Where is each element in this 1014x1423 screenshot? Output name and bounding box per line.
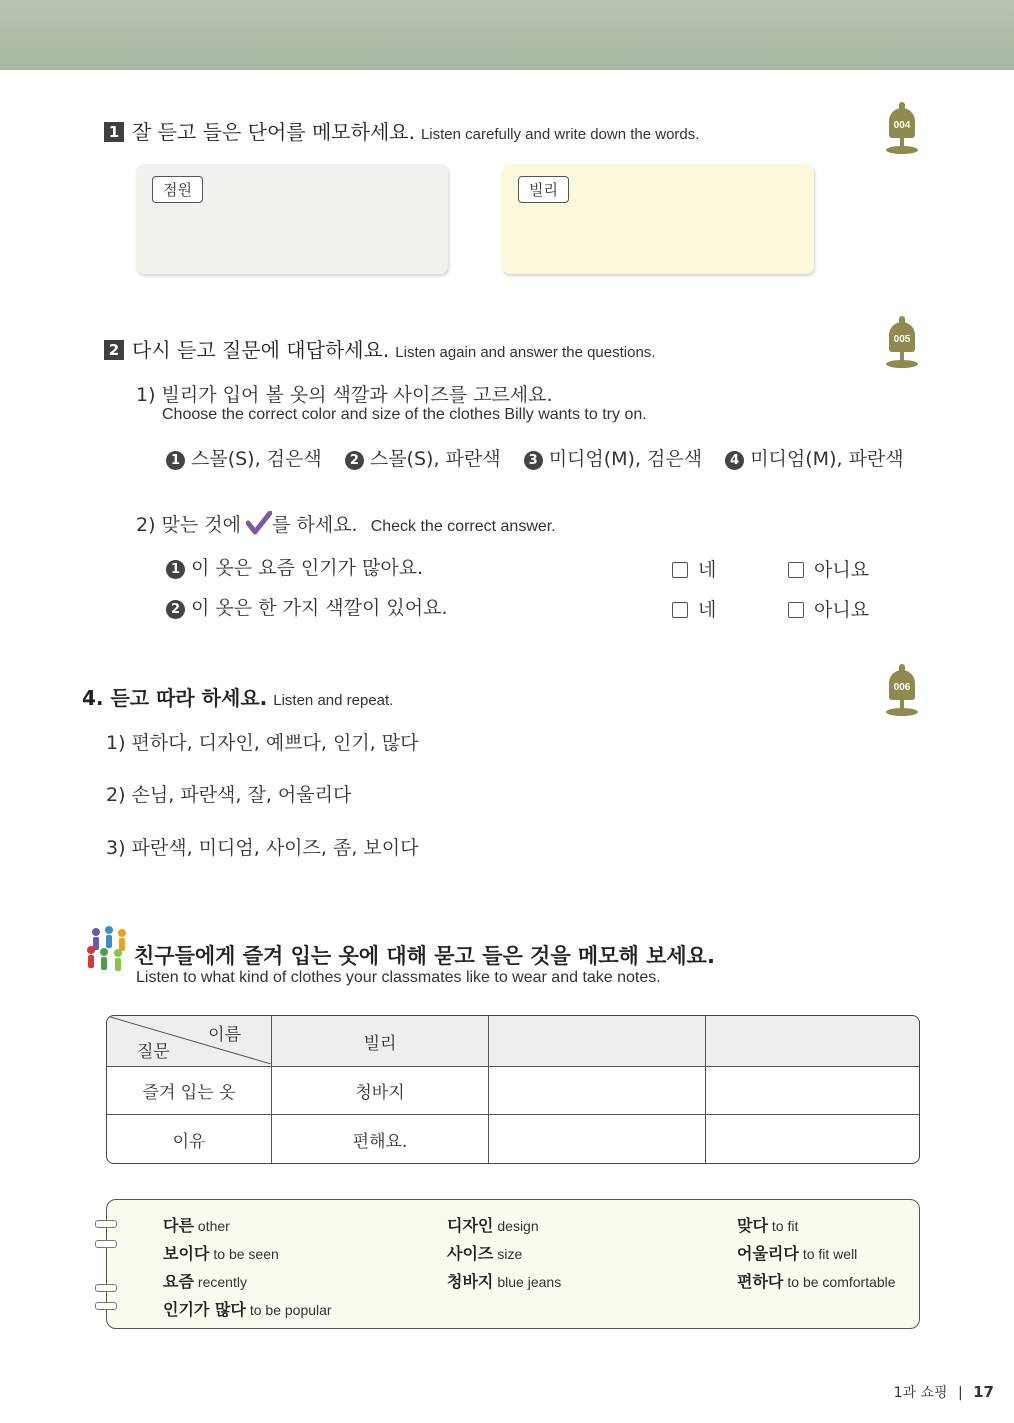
binder-ring-icon	[95, 1284, 117, 1292]
audio-track-icon[interactable]	[884, 670, 920, 722]
statement-number: 2	[166, 600, 185, 619]
answer-no-1[interactable]: 아니요	[788, 555, 869, 582]
vocab-column-2	[447, 1212, 561, 1296]
vocab-item: 디자인 design	[447, 1216, 539, 1235]
section4-heading	[82, 682, 393, 711]
top-color-band	[0, 0, 1014, 70]
answer-yes-1[interactable]: 네	[672, 555, 716, 582]
section1-heading	[104, 116, 699, 145]
table-row	[107, 1115, 919, 1163]
statement-text: 이 옷은 한 가지 색깔이 있어요.	[191, 597, 448, 619]
vocab-item: 맞다 to fit	[737, 1216, 799, 1235]
answer-cell[interactable]	[706, 1067, 919, 1115]
track-number: 004	[893, 120, 911, 131]
answer-yes-2[interactable]: 네	[672, 595, 716, 622]
repeat-line-3: 3) 파란색, 미디엄, 사이즈, 좀, 보이다	[106, 837, 419, 859]
section-number-badge: 2	[104, 340, 124, 360]
vocab-item: 보이다 to be seen	[163, 1244, 279, 1263]
memo-label-clerk: 점원	[152, 176, 203, 203]
answer-no-2[interactable]: 아니요	[788, 595, 869, 622]
option-4[interactable]: 4 미디엄(M), 파란색	[725, 448, 903, 470]
answer-cell[interactable]: 청바지	[272, 1067, 489, 1115]
vocab-column-1	[163, 1212, 332, 1324]
statement-2	[166, 593, 448, 620]
vocab-item: 청바지 blue jeans	[447, 1272, 562, 1291]
checkbox[interactable]	[672, 602, 688, 618]
section1-subtitle: Listen carefully and write down the words.	[420, 126, 700, 143]
answer-cell[interactable]: 편해요.	[272, 1115, 489, 1163]
page-number: 17	[973, 1383, 994, 1401]
checkbox[interactable]	[788, 602, 804, 618]
question1-options	[166, 444, 922, 471]
track-number: 005	[893, 334, 911, 345]
corner-cell	[107, 1016, 272, 1067]
section2-heading	[104, 334, 655, 363]
vocabulary-box	[106, 1199, 920, 1329]
corner-name-label: 이름	[208, 1025, 241, 1045]
interview-notes-table	[106, 1015, 920, 1164]
vocab-item: 편하다 to be comfortable	[737, 1272, 896, 1291]
repeat-line-2: 2) 손님, 파란색, 잘, 어울리다	[106, 784, 352, 806]
section4-subtitle: Listen and repeat.	[273, 692, 394, 709]
answer-cell[interactable]	[706, 1115, 919, 1163]
question2-english: Check the correct answer.	[370, 518, 556, 535]
vocab-item: 어울리다 to fit well	[737, 1244, 858, 1263]
page-footer: 1과 쇼핑 | 17	[893, 1383, 994, 1401]
statement-1	[166, 553, 423, 580]
section-number-badge: 1	[104, 122, 124, 142]
audio-track-icon[interactable]	[884, 322, 920, 374]
activity-title: 친구들에게 즐겨 입는 옷에 대해 묻고 들은 것을 메모해 보세요.	[134, 944, 715, 968]
row-label-reason: 이유	[107, 1115, 272, 1163]
statement-number: 1	[166, 560, 185, 579]
vocab-item: 사이즈 size	[447, 1244, 523, 1263]
binder-ring-icon	[95, 1240, 117, 1248]
question2-suffix: 를 하세요.	[272, 514, 358, 536]
checkbox[interactable]	[788, 562, 804, 578]
answer-cell[interactable]	[489, 1115, 706, 1163]
statement-text: 이 옷은 요즘 인기가 많아요.	[191, 557, 424, 579]
checkbox[interactable]	[672, 562, 688, 578]
name-cell-3[interactable]	[706, 1016, 919, 1067]
memo-box-billy[interactable]	[502, 164, 814, 274]
corner-question-label: 질문	[137, 1042, 170, 1062]
memo-box-clerk[interactable]	[136, 164, 448, 274]
section4-title: 4. 듣고 따라 하세요.	[82, 686, 268, 710]
vocab-column-3	[737, 1212, 896, 1296]
memo-label-billy: 빌리	[518, 176, 569, 203]
binder-ring-icon	[95, 1302, 117, 1310]
repeat-line-1: 1) 편하다, 디자인, 예쁘다, 인기, 많다	[106, 732, 419, 754]
track-number: 006	[893, 682, 911, 693]
question1-english: Choose the correct color and size of the clothes Billy wants to try on.	[162, 406, 647, 423]
check-mark-icon	[246, 511, 272, 535]
question1-text: 1) 빌리가 입어 볼 옷의 색깔과 사이즈를 고르세요.	[136, 384, 553, 406]
binder-ring-icon	[95, 1220, 117, 1228]
section2-subtitle: Listen again and answer the questions.	[395, 344, 656, 361]
vocab-item: 요즘 recently	[163, 1272, 247, 1291]
name-cell-2[interactable]	[489, 1016, 706, 1067]
lesson-label: 1과 쇼핑	[893, 1385, 948, 1401]
option-1[interactable]: 1 스몰(S), 검은색	[166, 448, 322, 470]
section1-title: 잘 듣고 들은 단어를 메모하세요.	[132, 120, 415, 144]
question2-prefix: 2) 맞는 것에	[136, 514, 241, 536]
table-row	[107, 1067, 919, 1115]
group-people-icon	[82, 924, 132, 972]
vocab-item: 다른 other	[163, 1216, 230, 1235]
vocab-item: 인기가 많다 to be popular	[163, 1300, 332, 1319]
table-header-row	[107, 1016, 919, 1067]
option-3[interactable]: 3 미디엄(M), 검은색	[524, 448, 702, 470]
answer-cell[interactable]	[489, 1067, 706, 1115]
section2-title: 다시 듣고 질문에 대답하세요.	[132, 338, 390, 362]
activity-subtitle: Listen to what kind of clothes your classmates like to wear and take notes.	[136, 969, 661, 986]
name-cell-1[interactable]: 빌리	[272, 1016, 489, 1067]
audio-track-icon[interactable]	[884, 108, 920, 160]
question2-heading	[136, 510, 556, 537]
row-label-clothes: 즐겨 입는 옷	[107, 1067, 272, 1115]
option-2[interactable]: 2 스몰(S), 파란색	[345, 448, 501, 470]
